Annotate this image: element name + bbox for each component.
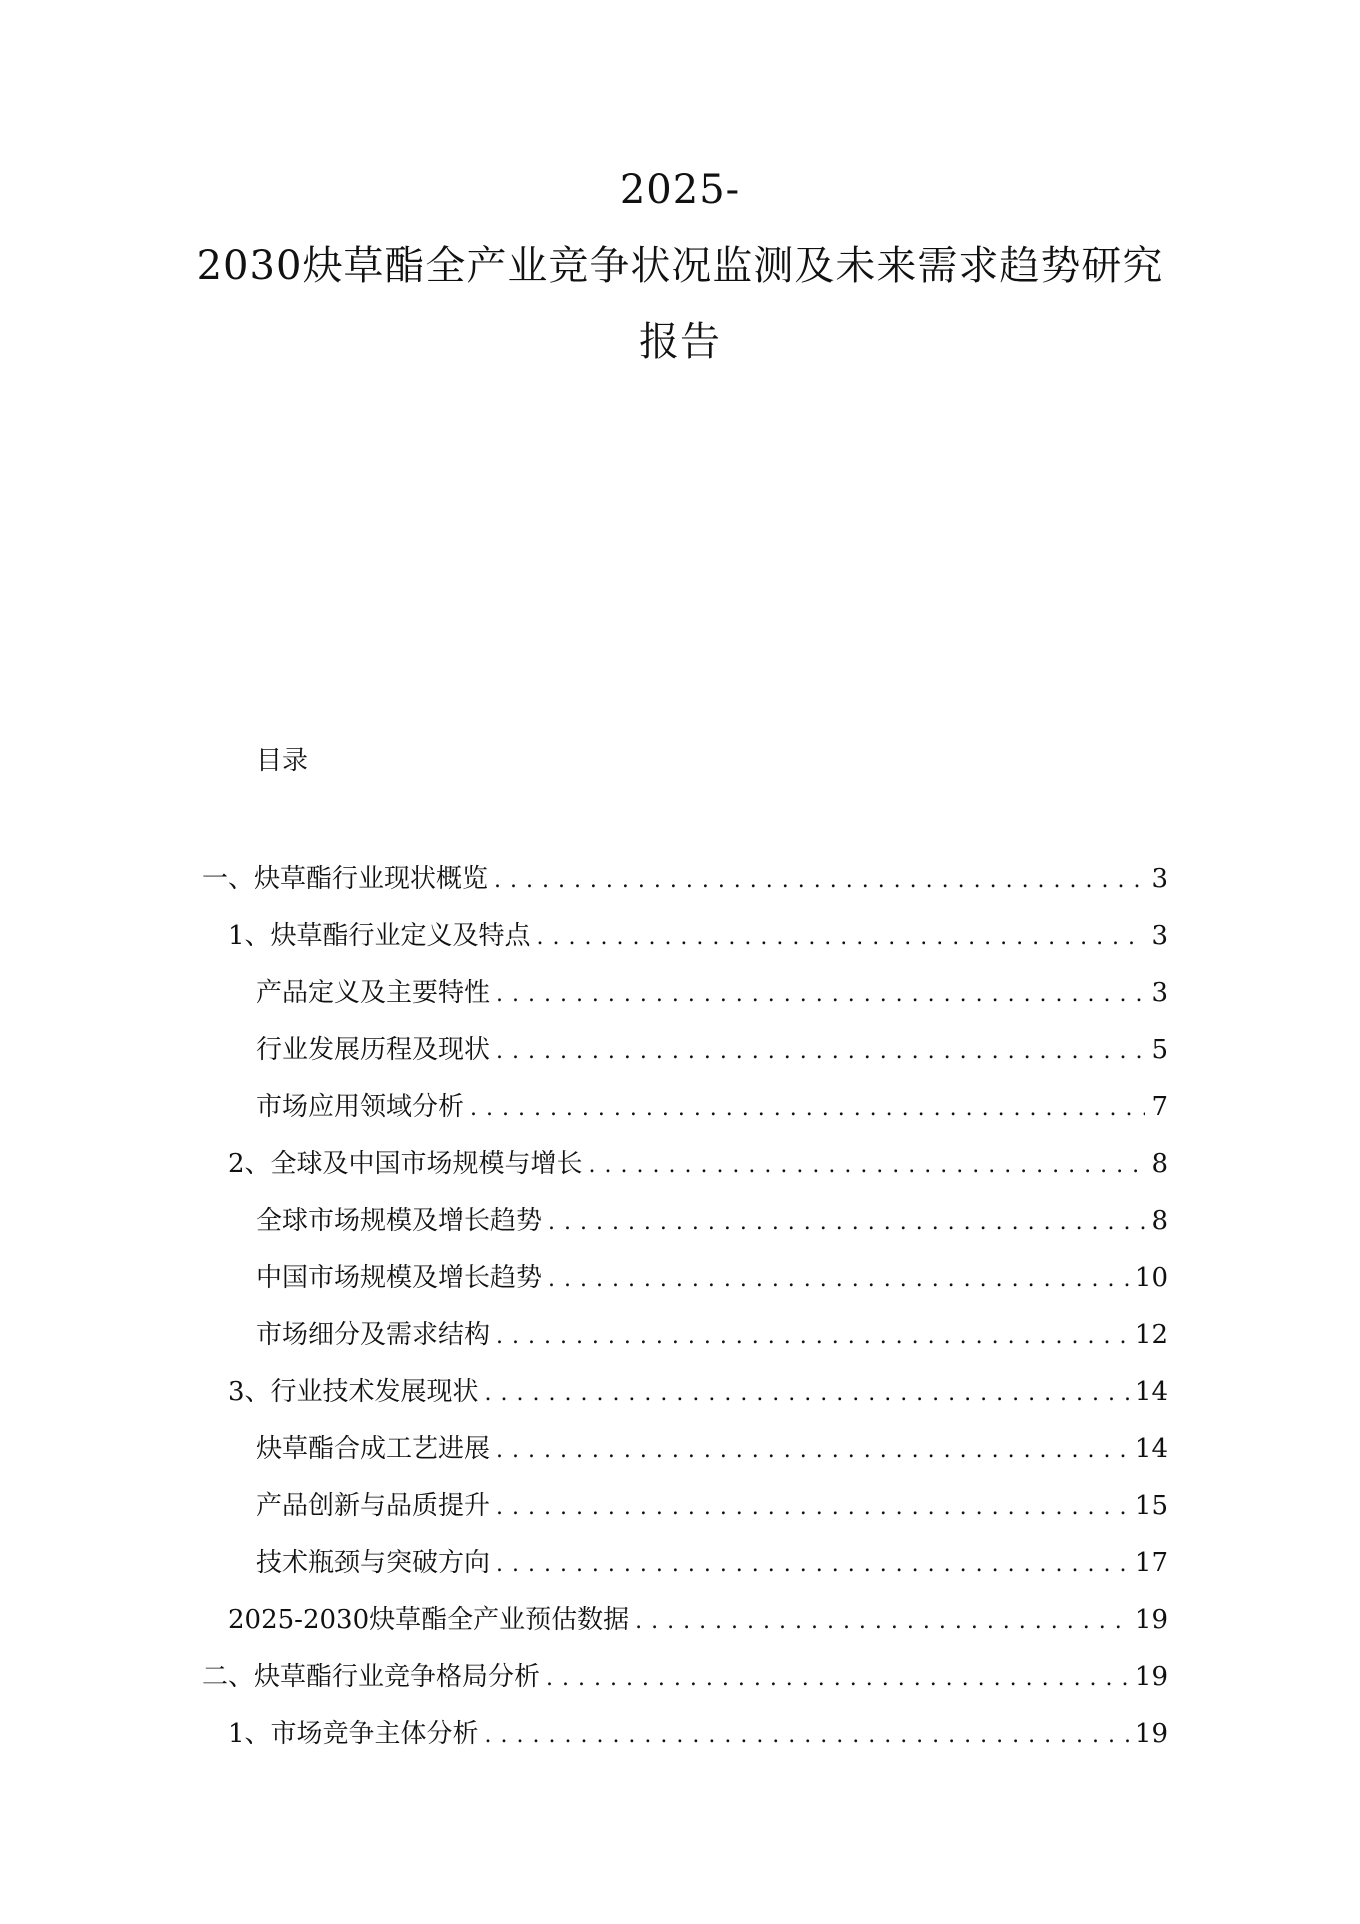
toc-dot-leader: [546, 1660, 1129, 1694]
toc-entry-label: 行业发展历程及现状: [256, 1035, 491, 1065]
toc-dot-leader: [537, 919, 1146, 953]
title-line-1: 2025-: [619, 167, 741, 213]
toc-dot-leader: [485, 1375, 1129, 1409]
toc-entry-label: 2025-2030炔草酯全产业预估数据: [228, 1605, 630, 1635]
toc-entry-label: 炔草酯合成工艺进展: [256, 1434, 491, 1464]
toc-entry-label: 1、市场竞争主体分析: [228, 1719, 479, 1749]
toc-dot-leader: [470, 1090, 1145, 1124]
toc-entry-label: 市场细分及需求结构: [256, 1320, 491, 1350]
toc-entry-page: 7: [1151, 1092, 1168, 1122]
toc-entry[interactable]: [228, 1375, 1168, 1409]
toc-entry-page: 8: [1151, 1149, 1168, 1179]
toc-entry-page: 17: [1134, 1548, 1168, 1578]
toc-entry-label: 全球市场规模及增长趋势: [256, 1206, 543, 1236]
toc-entry[interactable]: [256, 1432, 1168, 1466]
toc-entry-page: 10: [1134, 1263, 1168, 1293]
toc-entry-label: 1、炔草酯行业定义及特点: [228, 921, 531, 951]
toc-entry-page: 3: [1151, 864, 1168, 894]
toc-dot-leader: [496, 976, 1145, 1010]
toc-entry-label: 2、全球及中国市场规模与增长: [228, 1149, 583, 1179]
toc-entry-page: 3: [1151, 921, 1168, 951]
toc-entry-label: 技术瓶颈与突破方向: [256, 1548, 491, 1578]
toc-entry-label: 二、炔草酯行业竞争格局分析: [202, 1662, 541, 1692]
title-line-2: 2030炔草酯全产业竞争状况监测及未来需求趋势研究: [196, 243, 1164, 289]
toc-dot-leader: [496, 1489, 1129, 1523]
toc-entry-page: 8: [1151, 1206, 1168, 1236]
toc-entry-label: 产品定义及主要特性: [256, 978, 491, 1008]
toc-entry-page: 19: [1134, 1605, 1168, 1635]
toc-dot-leader: [496, 1033, 1145, 1067]
toc-entry[interactable]: [228, 1717, 1168, 1751]
toc-dot-leader: [635, 1603, 1129, 1637]
toc-dot-leader: [548, 1204, 1145, 1238]
toc-dot-leader: [485, 1717, 1129, 1751]
toc-entry-page: 15: [1134, 1491, 1168, 1521]
toc-entry[interactable]: [256, 1489, 1168, 1523]
toc-entry[interactable]: [256, 1261, 1168, 1295]
toc-dot-leader: [589, 1147, 1146, 1181]
toc-entry[interactable]: [256, 1033, 1168, 1067]
toc-entry-label: 3、行业技术发展现状: [228, 1377, 479, 1407]
toc-dot-leader: [496, 1318, 1129, 1352]
toc-dot-leader: [496, 1432, 1129, 1466]
toc-entry-page: 14: [1134, 1377, 1168, 1407]
toc-heading: 目录: [256, 746, 309, 776]
toc-entry-page: 14: [1134, 1434, 1168, 1464]
toc-dot-leader: [496, 1546, 1129, 1580]
toc-entry[interactable]: [202, 862, 1168, 896]
toc-entry[interactable]: [256, 1204, 1168, 1238]
toc-entry-label: 中国市场规模及增长趋势: [256, 1263, 543, 1293]
toc-entry[interactable]: [228, 1147, 1168, 1181]
toc-entry[interactable]: [256, 1090, 1168, 1124]
toc-entry-page: 19: [1134, 1719, 1168, 1749]
toc-entry-page: 3: [1151, 978, 1168, 1008]
toc-entry-label: 市场应用领域分析: [256, 1092, 465, 1122]
toc-entry-page: 5: [1151, 1035, 1168, 1065]
toc-entry-label: 产品创新与品质提升: [256, 1491, 491, 1521]
toc-entry[interactable]: [256, 1546, 1168, 1580]
toc-entry-page: 12: [1134, 1320, 1168, 1350]
toc-entry-page: 19: [1134, 1662, 1168, 1692]
title-line-3: 报告: [639, 319, 721, 365]
toc-dot-leader: [548, 1261, 1129, 1295]
toc-entry[interactable]: [256, 1318, 1168, 1352]
toc-dot-leader: [494, 862, 1145, 896]
toc-entry[interactable]: [228, 919, 1168, 953]
toc-entry[interactable]: [228, 1603, 1168, 1637]
toc-entry[interactable]: [202, 1660, 1168, 1694]
toc-entry[interactable]: [256, 976, 1168, 1010]
report-title: [0, 167, 1360, 398]
toc-entry-label: 一、炔草酯行业现状概览: [202, 864, 489, 894]
